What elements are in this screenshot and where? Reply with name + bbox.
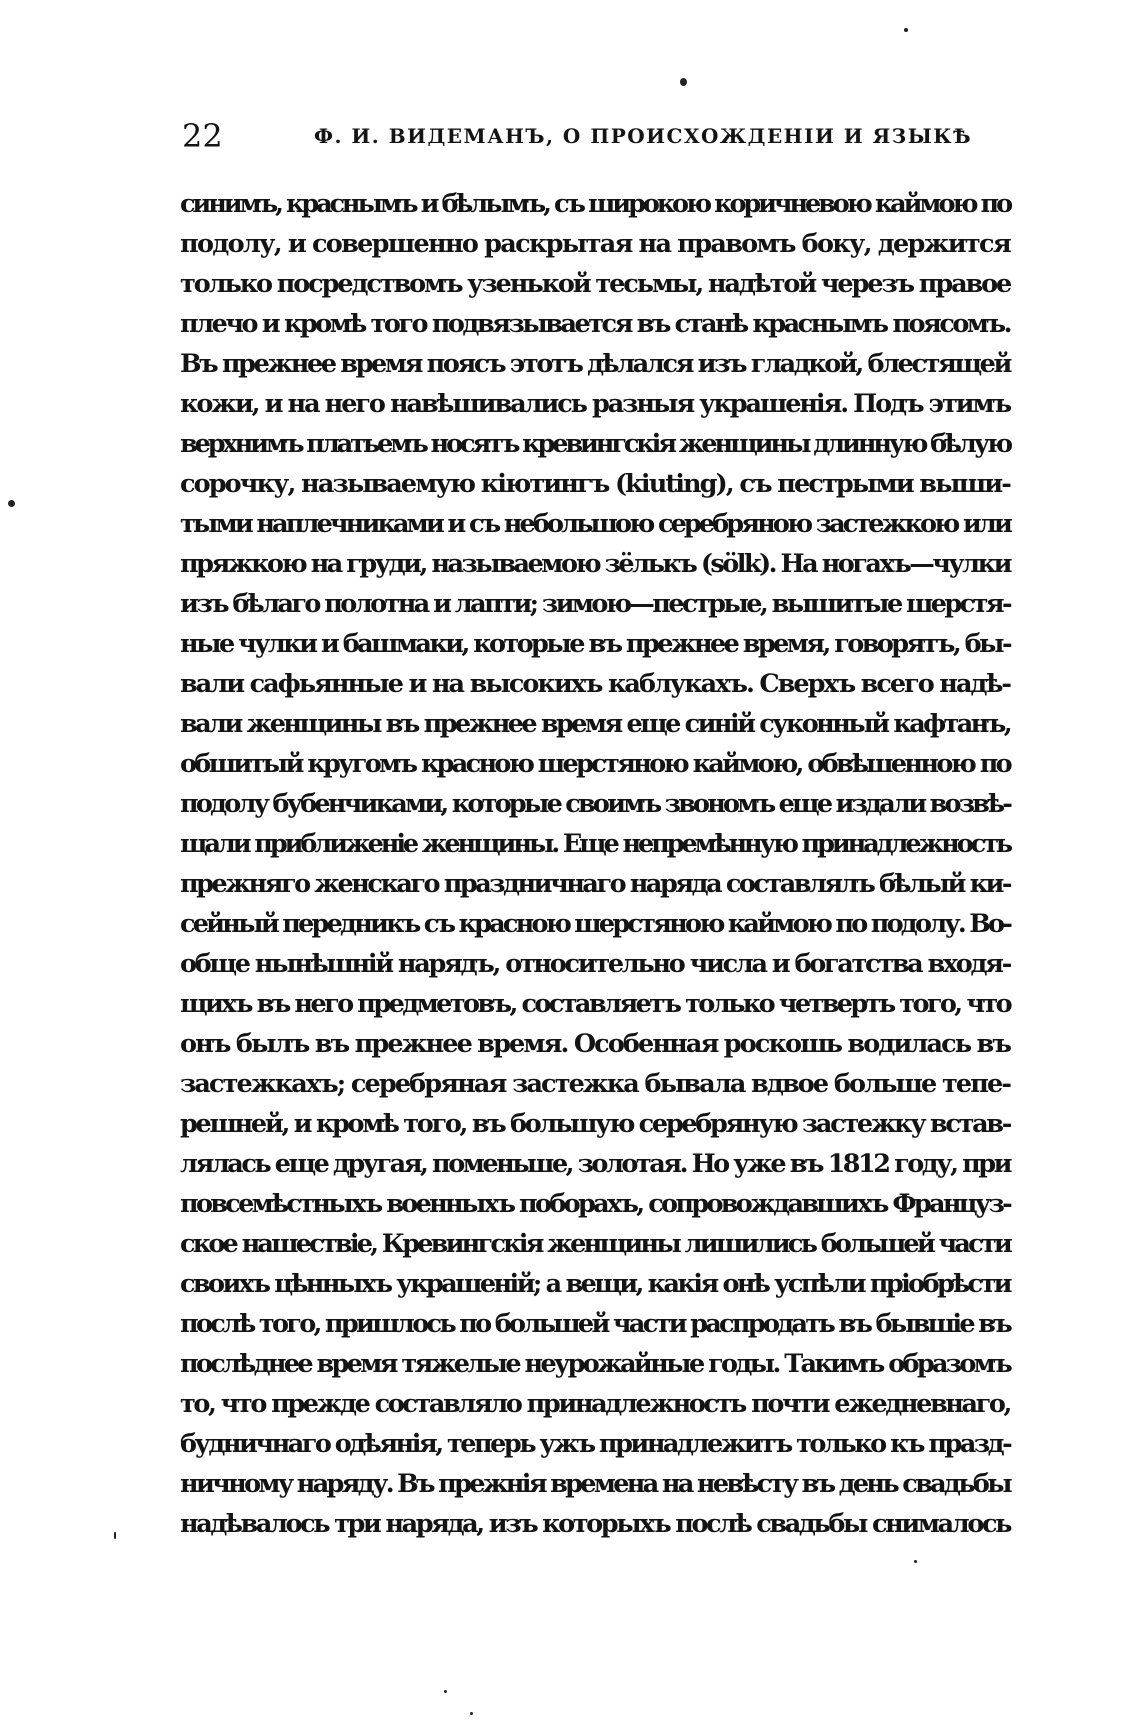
body-text <box>180 184 1010 1544</box>
scan-speck <box>470 1712 473 1715</box>
text-line: щихъ въ него предметовъ, составляетъ только четверть того, что <box>180 989 1010 1019</box>
text-line: будничнаго одѣянія, теперь ужъ принадлежитъ только къ празд- <box>180 1429 1011 1459</box>
scan-speck <box>8 500 15 507</box>
text-line: синимъ, краснымъ и бѣлымъ, съ широкою коричневою каймою по <box>180 189 1010 219</box>
text-line: прежняго женскаго праздничнаго наряда составлялъ бѣлый ки- <box>180 869 1010 899</box>
running-title: Ф. И. ВИДЕМАНЪ, О ПРОИСХОЖДЕНІИ И ЯЗЫКѢ <box>314 124 973 148</box>
text-line: Въ прежнее время поясъ этотъ дѣлался изъ гладкой, блестящей <box>180 349 1010 379</box>
text-line: повсемѣстныхъ военныхъ поборахъ, сопровождавшихъ Француз- <box>180 1189 1010 1219</box>
scan-speck <box>114 1532 116 1539</box>
text-line: только посредствомъ узенькой тесьмы, надѣтой черезъ правое <box>180 269 1011 299</box>
text-line: подолу, и совершенно раскрытая на правомъ боку, держится <box>180 229 1010 259</box>
text-line: сейный передникъ съ красною шерстяною каймою по подолу. Во- <box>180 909 1010 939</box>
page-number: 22 <box>182 117 223 155</box>
text-line: онъ былъ въ прежнее время. Особенная роскошь водилась въ <box>180 1029 1010 1059</box>
page-header <box>182 116 1012 156</box>
text-line: послѣ того, пришлось по большей части распродать въ бывшіе въ <box>180 1309 1010 1339</box>
text-line: решней, и кромѣ того, въ большую серебряную застежку встав- <box>180 1109 1010 1139</box>
text-line: застежкахъ; серебряная застежка бывала вдвое больше тепе- <box>180 1069 1010 1099</box>
text-line: своихъ цѣнныхъ украшеній; а вещи, какія онѣ успѣли пріобрѣсти <box>180 1269 1010 1299</box>
text-line: кожи, и на него навѣшивались разныя украшенія. Подъ этимъ <box>180 389 1010 419</box>
scan-speck <box>680 78 687 86</box>
text-line: подолу бубенчиками, которые своимъ звономъ еще издали возвѣ- <box>180 789 1010 819</box>
scan-speck <box>904 28 908 32</box>
scan-speck <box>914 1560 917 1563</box>
text-line: ные чулки и башмаки, которые въ прежнее время, говорятъ, бы- <box>180 629 1010 659</box>
text-line: пряжкою на груди, называемою зёлькъ (sölk). На ногахъ—чулки <box>180 549 1010 579</box>
text-line: сорочку, называемую кіютингъ (kiuting), съ пестрыми выши- <box>180 469 1010 499</box>
text-line: ское нашествіе, Кревингскія женщины лишились большей части <box>180 1229 1010 1259</box>
text-line: послѣднее время тяжелые неурожайные годы. Такимъ образомъ <box>180 1349 1010 1379</box>
text-line: обще нынѣшній нарядъ, относительно числа и богатства входя- <box>180 949 1010 979</box>
text-line: изъ бѣлаго полотна и лапти; зимою—пестрые, вышитые шерстя- <box>180 589 1010 619</box>
text-line: вали женщины въ прежнее время еще синій суконный кафтанъ, <box>180 709 1010 739</box>
text-line: то, что прежде составляло принадлежность почти ежедневнаго, <box>180 1389 1010 1419</box>
text-line: вали сафьянные и на высокихъ каблукахъ. Сверхъ всего надѣ- <box>180 669 1010 699</box>
text-line: надѣвалось три наряда, изъ которыхъ послѣ свадьбы снималось <box>180 1509 1010 1539</box>
text-line: верхнимъ платьемъ носятъ кревингскія женщины длинную бѣлую <box>180 429 1010 459</box>
text-line: щали приближеніе женщины. Еще непремѣнную принадлежность <box>180 829 1010 859</box>
text-line: лялась еще другая, поменьше, золотая. Но уже въ 1812 году, при <box>180 1149 1010 1179</box>
scan-speck <box>444 1690 447 1693</box>
text-line: ничному наряду. Въ прежнія времена на невѣсту въ день свадьбы <box>180 1469 1010 1499</box>
text-line: тыми наплечниками и съ небольшою серебряною застежкою или <box>180 509 1010 539</box>
text-line: обшитый кругомъ красною шерстяною каймою, обвѣшенною по <box>180 749 1010 779</box>
text-line: плечо и кромѣ того подвязывается въ станѣ краснымъ поясомъ. <box>180 309 1010 339</box>
